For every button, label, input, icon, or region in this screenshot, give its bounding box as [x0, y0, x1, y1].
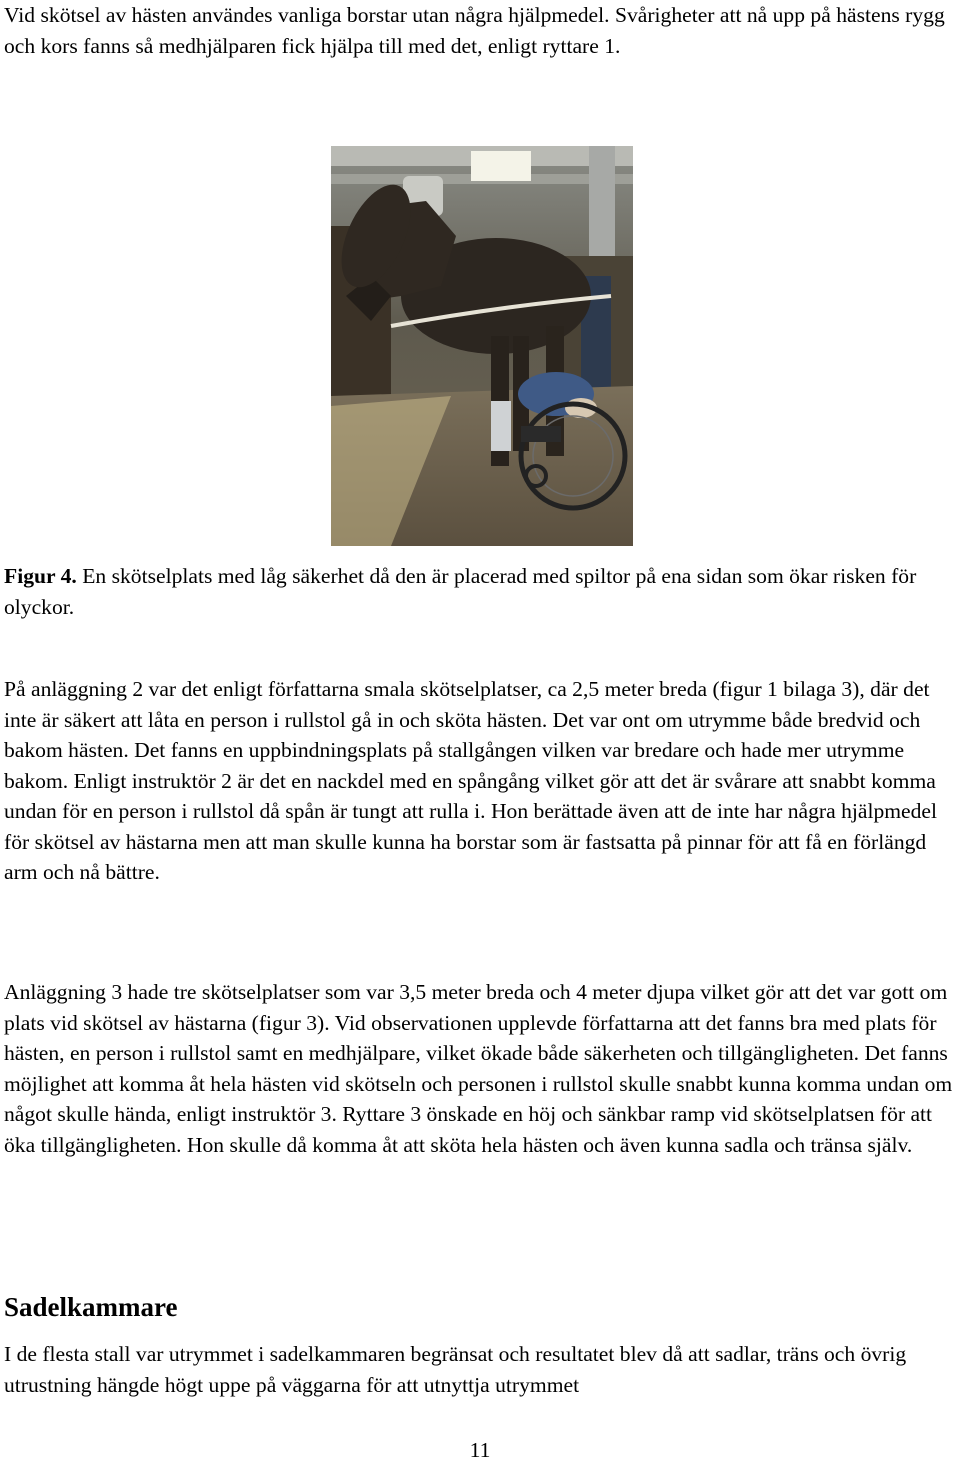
- horse-stable-photo: [331, 146, 633, 546]
- paragraph-anlaggning-2: På anläggning 2 var det enligt författarna smala skötselplatser, ca 2,5 meter breda (figur 1 bilaga 3), där det inte är säkert att låta en person i rullstol gå in och sköta hästen. Det var ont om utrymme både bredvid och bakom hästen. Det fanns en uppbindningsplats på stallgången vilken var bredare och hade mer utrymme bakom. Enligt instruktör 2 är det en nackdel med en spångång vilket gör att det är svårare att snabbt komma undan för en person i rullstol då spån är tungt att rulla i. Hon berättade även att de inte har några hjälpmedel för skötsel av hästarna men att man skulle kunna ha borstar som är fastsatta på pinnar för att få en förlängd arm och nå bättre.: [4, 677, 938, 884]
- figure-caption-text: En skötselplats med låg säkerhet då den är placerad med spiltor på ena sidan som ökar risken för olyckor.: [4, 564, 917, 619]
- paragraph-sadelkammare: I de flesta stall var utrymmet i sadelkammaren begränsat och resultatet blev då att sadlar, träns och övrig utrustning hängde högt uppe på väggarna för att utnyttja utrymmet: [4, 1342, 907, 1397]
- figure-label: Figur 4.: [4, 564, 77, 588]
- figure-caption: [4, 561, 956, 622]
- intro-paragraph: Vid skötsel av hästen användes vanliga borstar utan några hjälpmedel. Svårigheter att nå upp på hästens rygg och kors fanns så medhjälparen fick hjälpa till med det, enligt ryttare 1.: [4, 3, 945, 58]
- page-number: 11: [469, 1438, 491, 1462]
- paragraph-anlaggning-3: Anläggning 3 hade tre skötselplatser som var 3,5 meter breda och 4 meter djupa vilket gör att det var gott om plats vid skötsel av hästarna (figur 3). Vid observationen upplevde författarna att det fanns bra med plats för hästen, en person i rullstol samt en medhjälpare, vilket ökade både säkerheten och tillgängligheten. Det fanns möjlighet att komma åt hela hästen vid skötseln och personen i rullstol skulle snabbt kunna komma undan om något skulle hända, enligt instruktör 3. Ryttare 3 önskade en höj och sänkbar ramp vid skötselplatsen för att öka tillgängligheten. Hon skulle då komma åt att sköta hela hästen och även kunna sadla och tränsa själv.: [4, 980, 953, 1157]
- section-heading: Sadelkammare: [4, 1292, 178, 1322]
